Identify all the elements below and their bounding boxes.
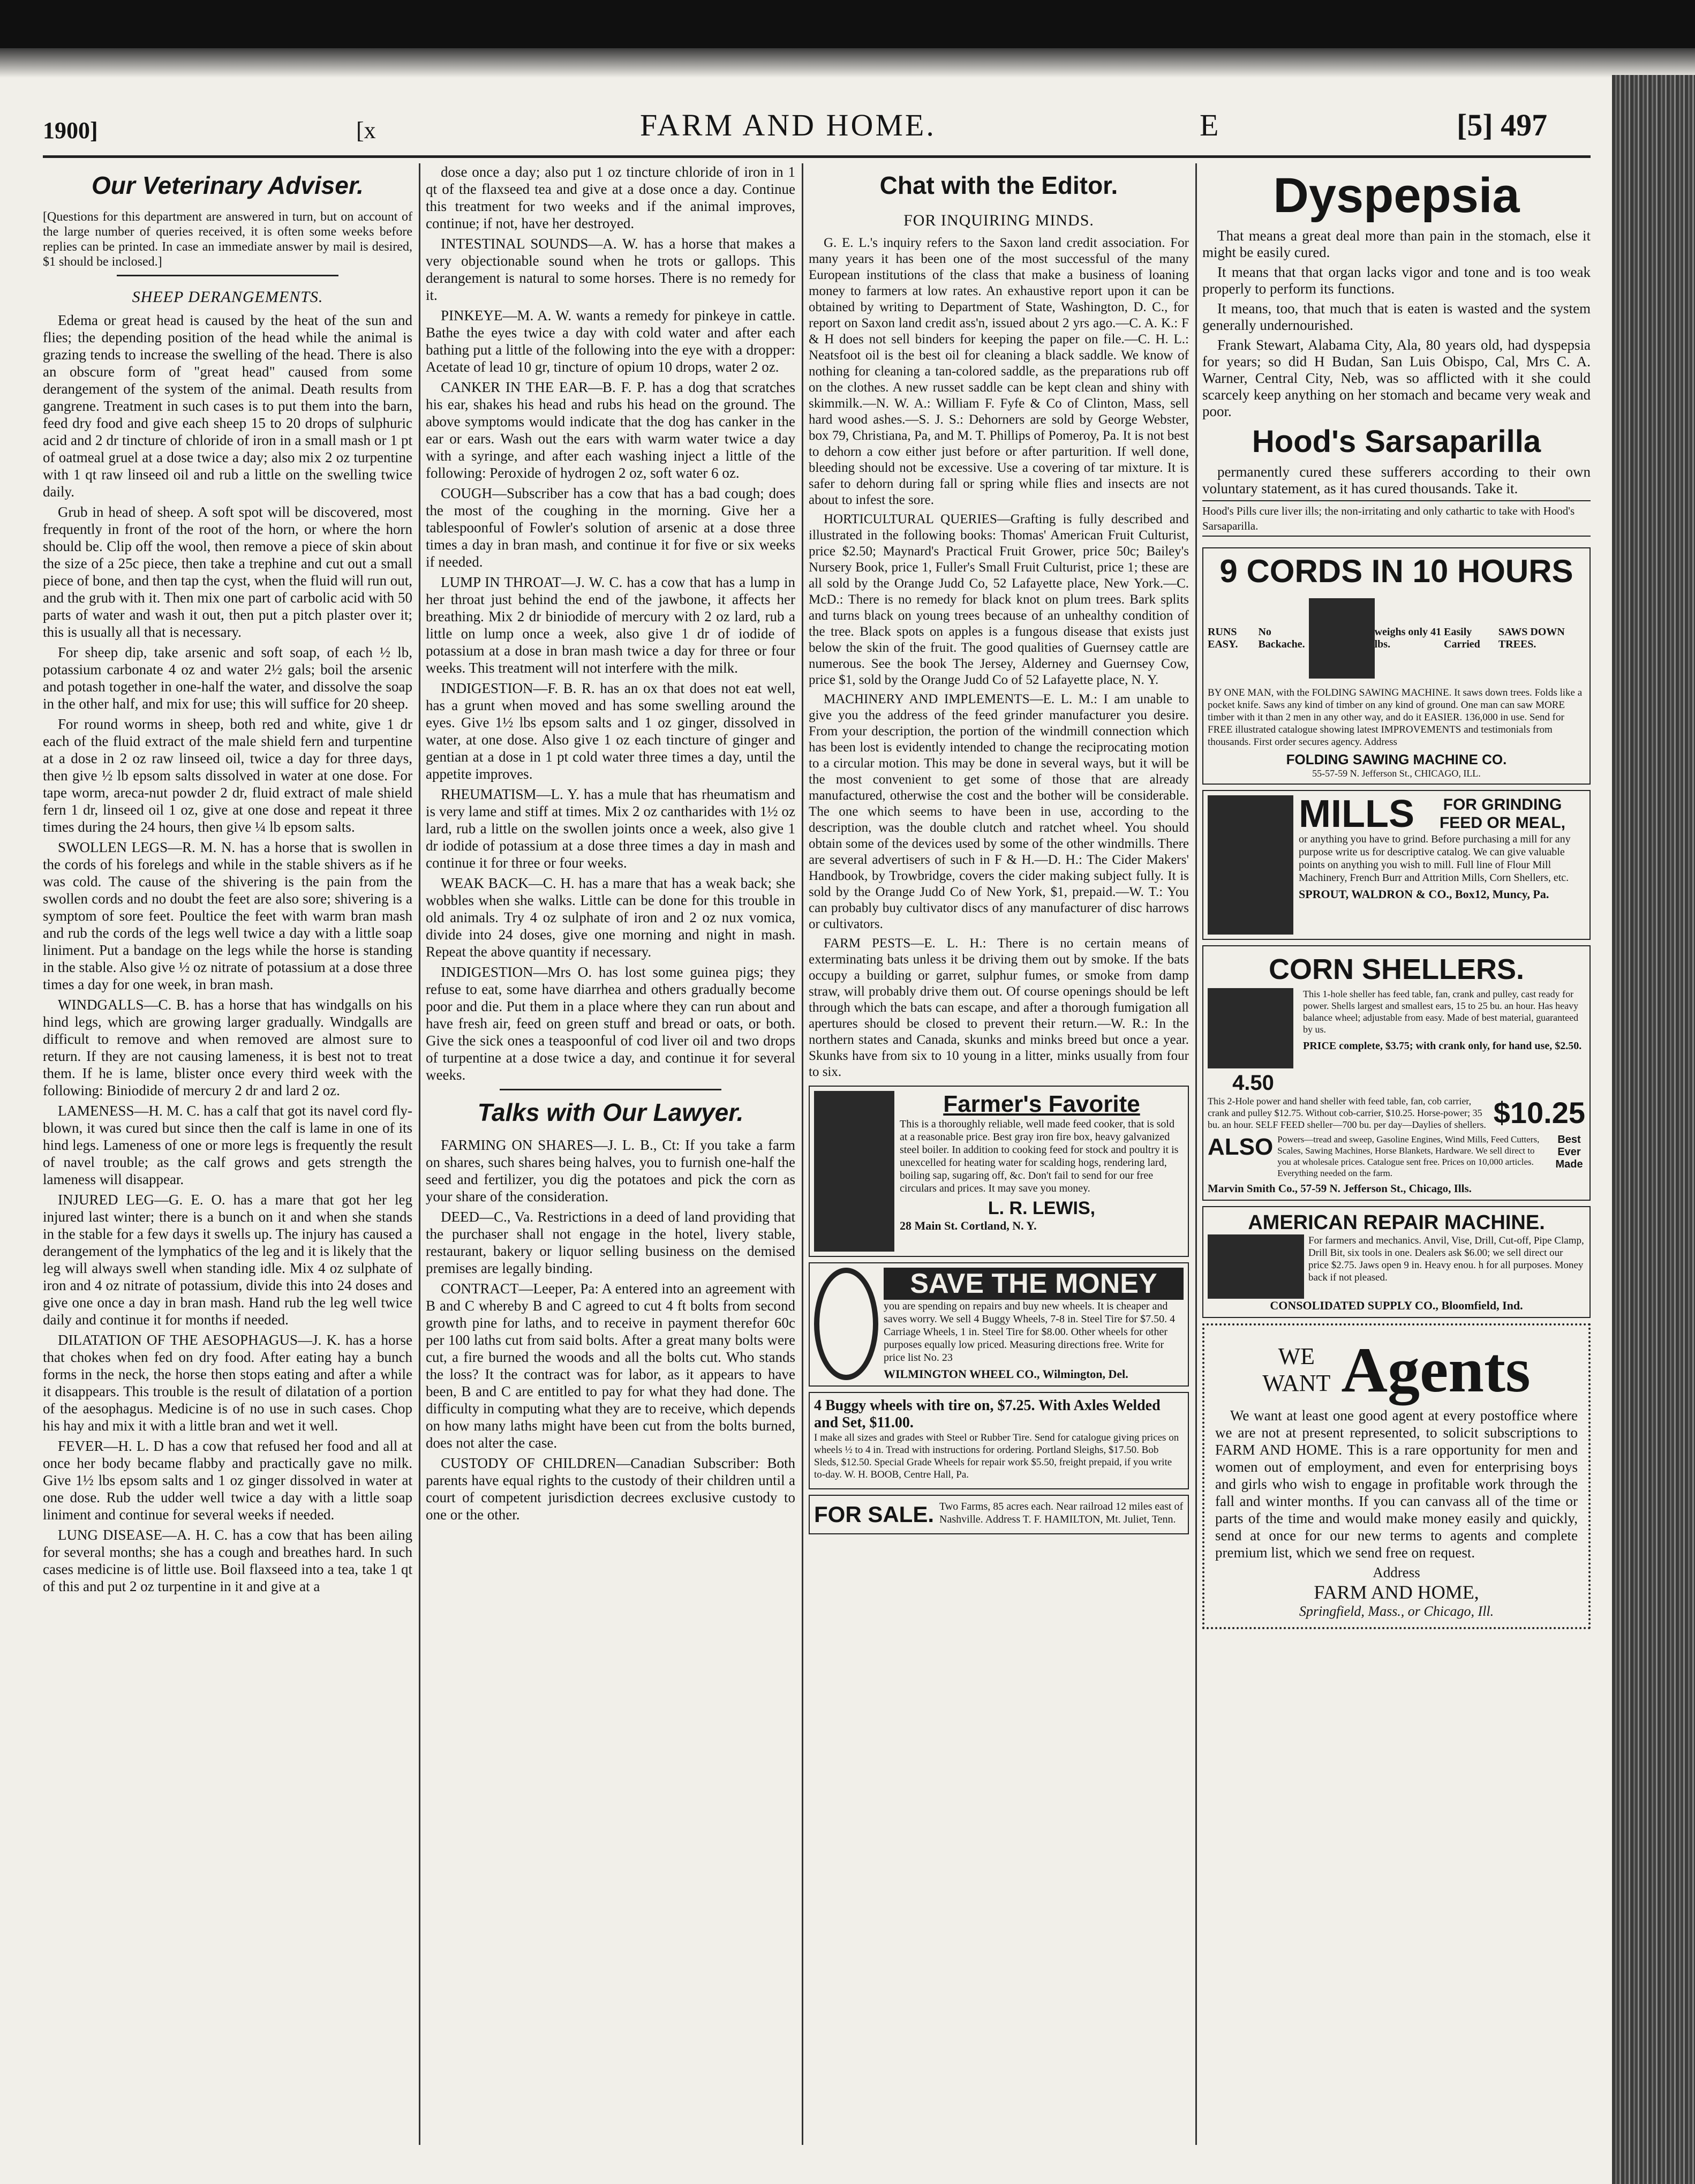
mill-illustration [1208,795,1293,935]
scan-shadow [0,48,1695,78]
ad-text: I make all sizes and grades with Steel or Rubber Tire. Send for catalogue giving prices on wheels ½ to 4 in. Tread with instructions for ordering. Portland Sleighs, $17.50. Bob Sleds, $12.50. Special Grade Wheels for repair work $5.50, freight prepaid, if you write to-day. W. H. BOOB, Centre Hall, Pa. [814,1432,1179,1480]
ad-paragraph: That means a great deal more than pain in the stomach, else it might be easily cured. [1202,228,1591,260]
ad-text: We want at least one good agent at every postoffice where we are not at present represented, to solicit subscriptions to FARM AND HOME. This is a rare opportunity for men and women out of employment, and even for enterprising boys and girls who wish to engage in profitable work through the fall and winter months. If you can canvass all of the time or parts of the time and would make money easily and quickly, send at once for our new terms to agents and complete premium list, which we send free on request. [1215,1407,1578,1561]
ad-text: For farmers and mechanics. Anvil, Vise, Drill, Cut-off, Pipe Clamp, Drill Bit, six tools in one. Dealers ask $6.00; we sell direct our price $2.75. Jaws open 9 in. Heavy enou. h for all purposes. Money back if not pleased. [1308,1235,1584,1283]
ad-label: Easily Carried [1444,626,1480,650]
ad-price: 4.50 [1232,1071,1274,1095]
article-paragraph: COUGH—Subscriber has a cow that has a bad cough; does the most of the coughing in the morning. Give her a tablespoonful of Fowler's solution of arsenic at a dose three times a day in bran mash, and continue it for five or six weeks if needed. [426,485,795,570]
ad-maker: Marvin Smith Co., 57-59 N. Jefferson St., Chicago, Ills. [1208,1182,1472,1195]
editor-heading: Chat with the Editor. [879,171,1118,199]
article-paragraph: INDIGESTION—F. B. R. has an ox that does not eat well, has a grunt when moved and has some swelling around the eyes. Give 1½ lbs epsom salts and 1 oz ginger, dissolved in water, at one dose. Also give 1 oz each tincture of ginger and gentian at a dose in 1 pt cold water three times a day, until the appetite improves. [426,680,795,782]
ad-for-sale [809,1495,1189,1534]
column-rule-2 [802,163,803,2145]
header-bracket: [x [356,117,376,144]
article-paragraph: WINDGALLS—C. B. has a horse that has windgalls on his hind legs, which are growing larger gradually. Windgalls are difficult to remove and when removed are almost sure to return. If they are not causing lameness, it is best not to treat them. If he is lame, blister once every third week with the following: Biniodide of mercury 2 dr and lard 2 oz. [43,997,412,1098]
ad-subtitle: FOR GRINDING FEED OR MEAL, [1439,796,1565,832]
article-paragraph: DILATATION OF THE AESOPHAGUS—J. K. has a horse that chokes when fed on dry food. After eating hay a bunch forms in the neck, the horse then stops eating and after a while it disappears. This trouble is the result of dilatation of a portion of the aesophagus. Medicine is of no use in such cases. Chop his hay and mix it with a little bran and wet it well. [43,1332,412,1434]
ad-save-money [809,1262,1189,1387]
article-paragraph: PINKEYE—M. A. W. wants a remedy for pinkeye in cattle. Bathe the eyes twice a day with cold water and after each bathing put a little of the following into the eye with a dropper: Acetate of lead 10 gr, tincture of opium 10 drops, water 2 oz. [426,307,795,375]
lawyer-heading: Talks with Our Lawyer. [477,1098,744,1126]
lawyer-paragraph: CONTRACT—Leeper, Pa: A entered into an agreement with B and C whereby B and C agreed to cut 4 ft bolts from second growth pine for laths, and to receive in payment therefor 60c per 100 laths cut from said bolts. After a great many bolts were cut, a fire burned the woods and all the bolts cut. Who stands the loss? It the contract was for labor, as it appears to have been, B and C are entitled to pay for what they had done. The difficulty in computing what they are to receive, which depends on how many laths might have been cut from the bolts burned, does not alter the case. [426,1281,795,1451]
column-rule-3 [1195,163,1197,2145]
article-paragraph: Edema or great head is caused by the heat of the sun and flies; the depending position of the head while the animal is grazing tends to increase the swelling of the head. There is also an obscure form of "great head" caused from some derangement of the system of the animal. Death results from gangrene. Treatment in such cases is to put them into the barn, feed dry food and give each sheep 15 to 20 drops of sulphuric acid and 2 dr tincture of chloride of iron in a small mash or 1 pt of oatmeal gruel at a dose twice a day; also mix 2 oz turpentine with 1 qt raw linseed oil and rub a little on the swelling twice daily. [43,312,412,500]
sawyer-figure [1309,598,1374,679]
veterinary-note: [Questions for this department are answered in turn, but on account of the large number of queries received, it is often some weeks before replies can be printed. In case an immediate answer by mail is desired, $1 should be inclosed.] [43,210,412,269]
ad-pills-line: Hood's Pills cure liver ills; the non-irritating and only cathartic to take with Hood's Sarsaparilla. [1202,500,1591,537]
ad-corn-shellers [1202,945,1591,1201]
ad-we-want-agents [1202,1323,1591,1629]
article-paragraph: dose once a day; also put 1 oz tincture chloride of iron in 1 qt of the flaxseed tea and give at a dose once a day. Continue this treatment for two weeks and if the animal improves, continue; if not, have her destroyed. [426,164,795,231]
ad-title: MILLS [1299,793,1414,835]
article-paragraph: RHEUMATISM—L. Y. has a mule that has rheumatism and is very lame and stiff at times. Mix 2 oz cantharides with 1½ oz lard, rub a little on the swollen joints once a week, also give 1 dr iodide of potassium at a dose three times a day in mash and continue it for three or four weeks. [426,786,795,871]
ad-maker: SPROUT, WALDRON & CO., Box12, Muncy, Pa. [1299,887,1549,901]
ad-label: SAWS DOWN TREES. [1498,626,1565,650]
ad-price-line: PRICE complete, $3.75; with crank only, for hand use, $2.50. [1303,1040,1582,1052]
column-veterinary [43,163,412,2145]
section-rule [500,1089,721,1090]
column-rule-1 [419,163,420,2145]
article-paragraph: INDIGESTION—Mrs O. has lost some guinea pigs; they refuse to eat, some have diarrhea and others gradually become poor and die. Put them in a place where they can run about and have fresh air, feed on green stuff and bread or oats, or both. Give the sick ones a teaspoonful of cod liver oil and two drops of turpentine at a dose twice a day, and continue it for several weeks. [426,964,795,1083]
article-paragraph: LUNG DISEASE—A. H. C. has a cow that has been ailing for several months; she has a cough and breathes hard. In such cases medicine is of little use. Boil flaxseed into a tea, take 1 qt of this and put 2 oz turpentine in it and give at a [43,1527,412,1594]
article-paragraph: For round worms in sheep, both red and white, give 1 dr each of the fluid extract of the male shield fern and turpentine at a dose in 2 oz raw linseed oil, twice a day for three days, then give ½ lb epsom salts dissolved in water at one dose. For tape worm, areca-nut powder 2 dr, fluid extract of male shield fern 1 dr, linseed oil 1 oz, give at one dose and repeat it three times during the 24 hours, then give ¼ lb epsom salts. [43,716,412,835]
ad-text: Two Farms, 85 acres each. Near railroad 12 miles east of Nashville. Address T. F. HAMILTON, Mt. Juliet, Tenn. [939,1501,1184,1525]
column-chat-editor [809,163,1189,2145]
ad-address-label: Address [1373,1564,1420,1580]
ad-repair-machine [1202,1206,1591,1318]
ad-paragraph: Frank Stewart, Alabama City, Ala, 80 years old, had dyspepsia for years; so did H Budan, San Luis Obispo, Cal, Mrs C. A. Warner, Central City, Neb, was so afflicted with it she could scarcely keep anything on her stomach and became very weak and poor. [1202,337,1591,419]
article-paragraph: For sheep dip, take arsenic and soft soap, of each ½ lb, potassium carbonate 4 oz and water 2½ gals; boil the arsenic and potash together in one-half the water, and dissolve the soap in the other half, and mix for use; this will suffice for 20 sheep. [43,644,412,712]
article-paragraph: FEVER—H. L. D has a cow that refused her food and all at once her body became flabby and practically gave no milk. Give 1½ lbs epsom salts and 1 oz ginger dissolved in water at one dose. Rub the udder well twice a day with a little soap liniment and continue for several weeks if needed. [43,1438,412,1523]
ad-text: you are spending on repairs and buy new wheels. It is cheaper and saves worry. We sell 4 Buggy Wheels, 7-8 in. Steel Tire for $7.50. 4 Carriage Wheels, 1 in. Steel Tire for $8.00. Other wheels for other purposes equally low priced. Measuring directions free. Write for price list No. 23 [884,1300,1176,1364]
editor-paragraph: FARM PESTS—E. L. H.: There is no certain means of exterminating bats unless it be driving them out by smoke. If the bats occupy a building or garret, sulphur fumes, or smoke from damp straw, will probably drive them out. Of course openings should be left through which the bats can escape, and after a thorough fumigation all apertures should be closed to prevent their return.—W. R.: In the northern states and Canada, skunks and minks breed but once a year. Skunks have from six to 10 young in a litter, minks usually from four to six. [809,936,1189,1079]
editor-paragraph: HORTICULTURAL QUERIES—Grafting is fully described and illustrated in the following books: Thomas' American Fruit Culturist, price $2.50; Maynard's Practical Fruit Grower, price 50c; Bailey's Nursery Book, price 1, Fuller's Small Fruit Culturist, price 1; these are all sold by the Orange Judd Co, 52 Lafayette place, New York.—C. McD.: There is no remedy for black knot on plum trees. Bark splits and turns black on young trees because of an unhealthy condition of the tree. Black spots on apples is a fungous disease that exists just below the skin of the fruit. The good qualities of Guernsey cattle are numerous. See the book The Jersey, Alderney and Guernsey Cow, price $1, sold by the Orange Judd Co of 52 Lafayette place, N. Y. [809,512,1189,687]
ad-text: Powers—tread and sweep, Gasoline Engines, Wind Mills, Feed Cutters, Scales, Sawing Machines, Horse Blankets, Hardware. We sell direct to you at wholesale prices. Catalogue sent free. Prices on 10,000 articles. Everything needed on the farm. [1277,1134,1540,1178]
sawing-illustration [1208,590,1585,687]
ad-title: Dyspepsia [1273,168,1520,223]
ad-title: SAVE THE MONEY [884,1268,1184,1300]
ad-text: This 2-Hole power and hand sheller with feed table, fan, cob carrier, crank and pulley $12.75. Without cob-carrier, $10.25. Horse-power; 35 bu. an hour. SELF FEED sheller—700 bu. per day—Daylies of shellers. [1208,1096,1486,1130]
lawyer-paragraph: FARMING ON SHARES—J. L. B., Ct: If you take a farm on shares, such shares being halves, you to furnish one-half the seed and fertilizer, you dig the potatoes and pick the corn as your share of the consideration. [426,1137,795,1204]
wheel-illustration [814,1268,878,1380]
ad-title: AMERICAN REPAIR MACHINE. [1248,1211,1545,1234]
ad-title: 9 CORDS IN 10 HOURS [1219,553,1573,589]
ad-label: No Backache. [1258,626,1305,650]
ad-we: WE [1278,1343,1315,1369]
ad-price: $10.25 [1493,1096,1585,1129]
ad-label: RUNS EASY. [1208,626,1238,650]
ad-also: ALSO [1208,1134,1274,1160]
article-paragraph: Grub in head of sheep. A soft spot will be discovered, most frequently in front of the root of the horn, or where the horn should be. Clip off the wool, then remove a piece of skin about the size of a 25c piece, then take a trephine and cut out a small piece of bone, and then tap the cyst, when the fluid will run out, and the grub with it. Then mix one part of carbolic acid with 50 parts of water and wash it out, then put a pitch plaster over it; this is usually all that is necessary. [43,504,412,640]
ad-farmers-favorite [809,1086,1189,1257]
veterinary-heading: Our Veterinary Adviser. [92,171,364,199]
ad-text: or anything you have to grind. Before purchasing a mill for any purpose write us for descriptive catalog. We can give valuable points on anything you wish to mill. Full line of Flour Mill Machinery, French Burr and Attrition Mills, Corn Shellers, etc. [1299,833,1571,884]
header-year: 1900] [43,117,98,144]
section-rule [117,275,338,276]
editor-section-title: FOR INQUIRING MINDS. [903,212,1094,229]
article-paragraph: LUMP IN THROAT—J. W. C. has a cow that has a lump in her throat just behind the end of the jawbone, it affects her breathing. Mix 2 dr biniodide of mercury with 2 oz lard, rub a little on lump once a week, also give 1 dr of iodide of potassium at a dose in bran mash twice a day for three or four weeks. This treatment will not interfere with the milk. [426,574,795,676]
ad-address: 28 Main St. Cortland, N. Y. [900,1219,1037,1232]
article-paragraph: WEAK BACK—C. H. has a mare that has a weak back; she wobbles when she walks. Little can be done for this trouble in old animals. Try 4 oz sulphate of iron and 2 oz nux vomica, divide into 24 doses, give one morning and night in mash. Repeat the above quantity if necessary. [426,875,795,960]
ad-text: BY ONE MAN, with the FOLDING SAWING MACHINE. It saws down trees. Folds like a pocket knife. Saws any kind of timber on any kind of ground. One man can saw MORE timber with it than 2 men in any other way, and do it EASIER. 136,000 in use. Send for FREE illustrated catalogue showing latest IMPROVEMENTS and testimonials from thousands. First order secures agency. Address [1208,687,1583,748]
ad-address: 55-57-59 N. Jefferson St., CHICAGO, ILL. [1312,768,1481,779]
editor-paragraph: MACHINERY AND IMPLEMENTS—E. L. M.: I am unable to give you the address of the feed grinder manufacturer you desire. From your description, the portion of the windmill connection which has been lost is evidently intended to change the reciprocating motion to a circular motion. This may be done in several ways, but it will be the most convenient to get some of those that are already manufactured, otherwise the cost and the bother will be considerable. The one which seems to have been in use, according to the description, was the double clutch and ratchet wheel. You should obtain some of the devices used by some of the other windmills. There are several advertisers of such in F & H.—D. H.: The Cider Makers' Handbook, by Trowbridge, covers the cider making subject fully. It is sold by the Orange Judd Co of New York, $1, prepaid.—W. T.: You can probably buy cultivator discs of any manufacturer of disc harrows or cultivators. [809,692,1189,931]
ad-want: WANT [1262,1370,1331,1396]
sheller-illustration [1208,988,1293,1068]
ad-buggy-wheels [809,1392,1189,1489]
ad-maker: FARM AND HOME, [1314,1581,1479,1603]
article-paragraph: SWOLLEN LEGS—R. M. N. has a horse that is swollen in the cords of his forelegs and while in the stable shivers as if he was cold. The cause of the shivering is the pain from the swollen cords and no doubt the feet are also sore; shivering is a symptom of sore feet. Poultice the feet with warm bran mash and rub the cords of the legs well twice a day with a little soap liniment. Put a bandage on the legs while the horse is standing in the stable. Also give ½ oz nitrate of potassium at a dose three times a day for one week, in bran mash. [43,839,412,992]
ad-paragraph: It means that that organ lacks vigor and tone and is too weak properly to perform its functions. [1202,264,1591,297]
ad-dyspepsia [1202,169,1591,537]
ad-address: Springfield, Mass., or Chicago, Ill. [1299,1603,1494,1619]
sheep-section-title: SHEEP DERANGEMENTS. [132,288,323,306]
column-advertisements [1202,163,1591,2145]
article-paragraph: LAMENESS—H. M. C. has a calf that got its navel cord fly-blown, it was cured but since then the calf is lame in one of its hind legs. Lameness of one or more legs is frequently the result of navel trouble; as the calf grows and gets strength the lameness will disappear. [43,1103,412,1187]
ad-title: 4 Buggy wheels with tire on, $7.25. With Axles Welded and Set, $11.00. [814,1397,1161,1431]
ad-brand: Hood's Sarsaparilla [1252,424,1541,459]
ad-maker: L. R. LEWIS, [988,1198,1096,1218]
column-veterinary-continued [426,163,795,2145]
ad-text: This is a thoroughly reliable, well made feed cooker, that is sold at a reasonable price. Best gray iron fire box, heavy galvanized steel boiler. In addition to cooking feed for stock and poultry it is unexcelled for heating water for scalding hogs, rendering lard, boiling sap, sugaring off, &c. Don't fail to send for our free circulars and prices. It may save you money. [900,1118,1179,1194]
editor-paragraph: G. E. L.'s inquiry refers to the Saxon land credit association. For many years it has been one of the most successful of the many European institutions of the class that make a business of loaning money to farmers at low rates. An exhaustive report upon it can be obtained by writing to Department of State, Washington, D. C., for report on Saxon land credit ass'n, issued about 2 yrs ago.—C. A. K.: F & H does not sell binders for keeping the paper on file.—C. H. L.: Neatsfoot oil is the best oil for cleaning a black saddle. We know of nothing for cleaning a tan-colored saddle, as the preparations rub off on the clothes. A new russet saddle can be kept clean and shiny with skimmilk.—N. W. A.: William F. Fyfe & Co of Clinton, Mass, sell hard wood ashes.—S. J. S.: Dehorners are sold by George Webster, box 79, Christiana, Pa, and M. T. Phillips of Pomeroy, Pa. It is not best to dehorn a cow either just before or after parturition. If well done, bleeding should not be excessive. Use a covering of tar mixture. It is safer to dehorn during fall or spring while flies and insects are not about to infest the sore. [809,236,1189,507]
ad-maker: CONSOLIDATED SUPPLY CO., Bloomfield, Ind. [1270,1299,1523,1312]
ad-text: This 1-hole sheller has feed table, fan, crank and pulley, cast ready for power. Shells largest and smallest ears, 15 to 25 bu. an hour. Has heavy balance wheel; adjustable from easy. Made of best material, guaranteed by us. [1303,989,1579,1035]
scan-right-edge [1612,75,1695,2184]
article-paragraph: CANKER IN THE EAR—B. F. P. has a dog that scratches his ear, shakes his head and rubs his head on the ground. The above symptoms would indicate that the dog has canker in the ear or ears. Wash out the ears with warm water twice a day with a syringe, and after each washing inject a little of the following: Peroxide of hydrogen 2 oz, soft water 6 oz. [426,379,795,481]
ad-paragraph: permanently cured these sufferers according to their own voluntary statement, as it has cured thousands. Take it. [1202,464,1591,496]
scan-top-border [0,0,1695,48]
header-page-number: [5] 497 [1457,108,1548,142]
ad-label: FOR SALE. [814,1502,935,1527]
feed-cooker-illustration [814,1091,894,1252]
ad-title: Farmer's Favorite [943,1091,1140,1117]
ad-paragraph: It means, too, that much that is eaten is wasted and the system generally undernourished. [1202,300,1591,333]
article-paragraph: INTESTINAL SOUNDS—A. W. has a horse that makes a very objectionable sound when he trots or gallops. This derangement is natural to some horses. There is no remedy for it. [426,236,795,303]
ad-maker: FOLDING SAWING MACHINE CO. [1286,751,1507,767]
ad-label: weighs only 41 lbs. [1374,626,1442,650]
ad-best: Best Ever Made [1555,1134,1583,1170]
lawyer-paragraph: CUSTODY OF CHILDREN—Canadian Subscriber: Both parents have equal rights to the custody of their children until a court of competent jurisdiction decrees exclusive custody to one or the other. [426,1455,795,1523]
lawyer-paragraph: DEED—C., Va. Restrictions in a deed of land providing that the purchaser shall not engage in the hotel, livery stable, restaurant, bakery or liquor selling business on the demised premises are legally binding. [426,1209,795,1276]
ad-nine-cords [1202,547,1591,785]
header-letter: E [1200,108,1219,142]
ad-maker: WILMINGTON WHEEL CO., Wilmington, Del. [884,1367,1128,1381]
ad-title: Agents [1341,1334,1531,1405]
header-title: FARM AND HOME. [640,108,936,142]
ad-mills [1202,790,1591,940]
header-rule [43,155,1591,158]
repair-machine-illustration [1208,1234,1304,1299]
article-paragraph: INJURED LEG—G. E. O. has a mare that got her leg injured last winter; there is a bunch on it and when she stands in the stable for a few days it swells up. The injury has caused a derangement of the lymphatics of the leg and it is likely that the leg will always swell when standing idle. Mix 4 oz sulphate of iron and 4 oz nitrate of potassium, divide this into 24 doses and give one once a day in bran mash. Hand rub the leg well twice daily and continue it for months if needed. [43,1192,412,1328]
ad-title: CORN SHELLERS. [1268,953,1525,985]
